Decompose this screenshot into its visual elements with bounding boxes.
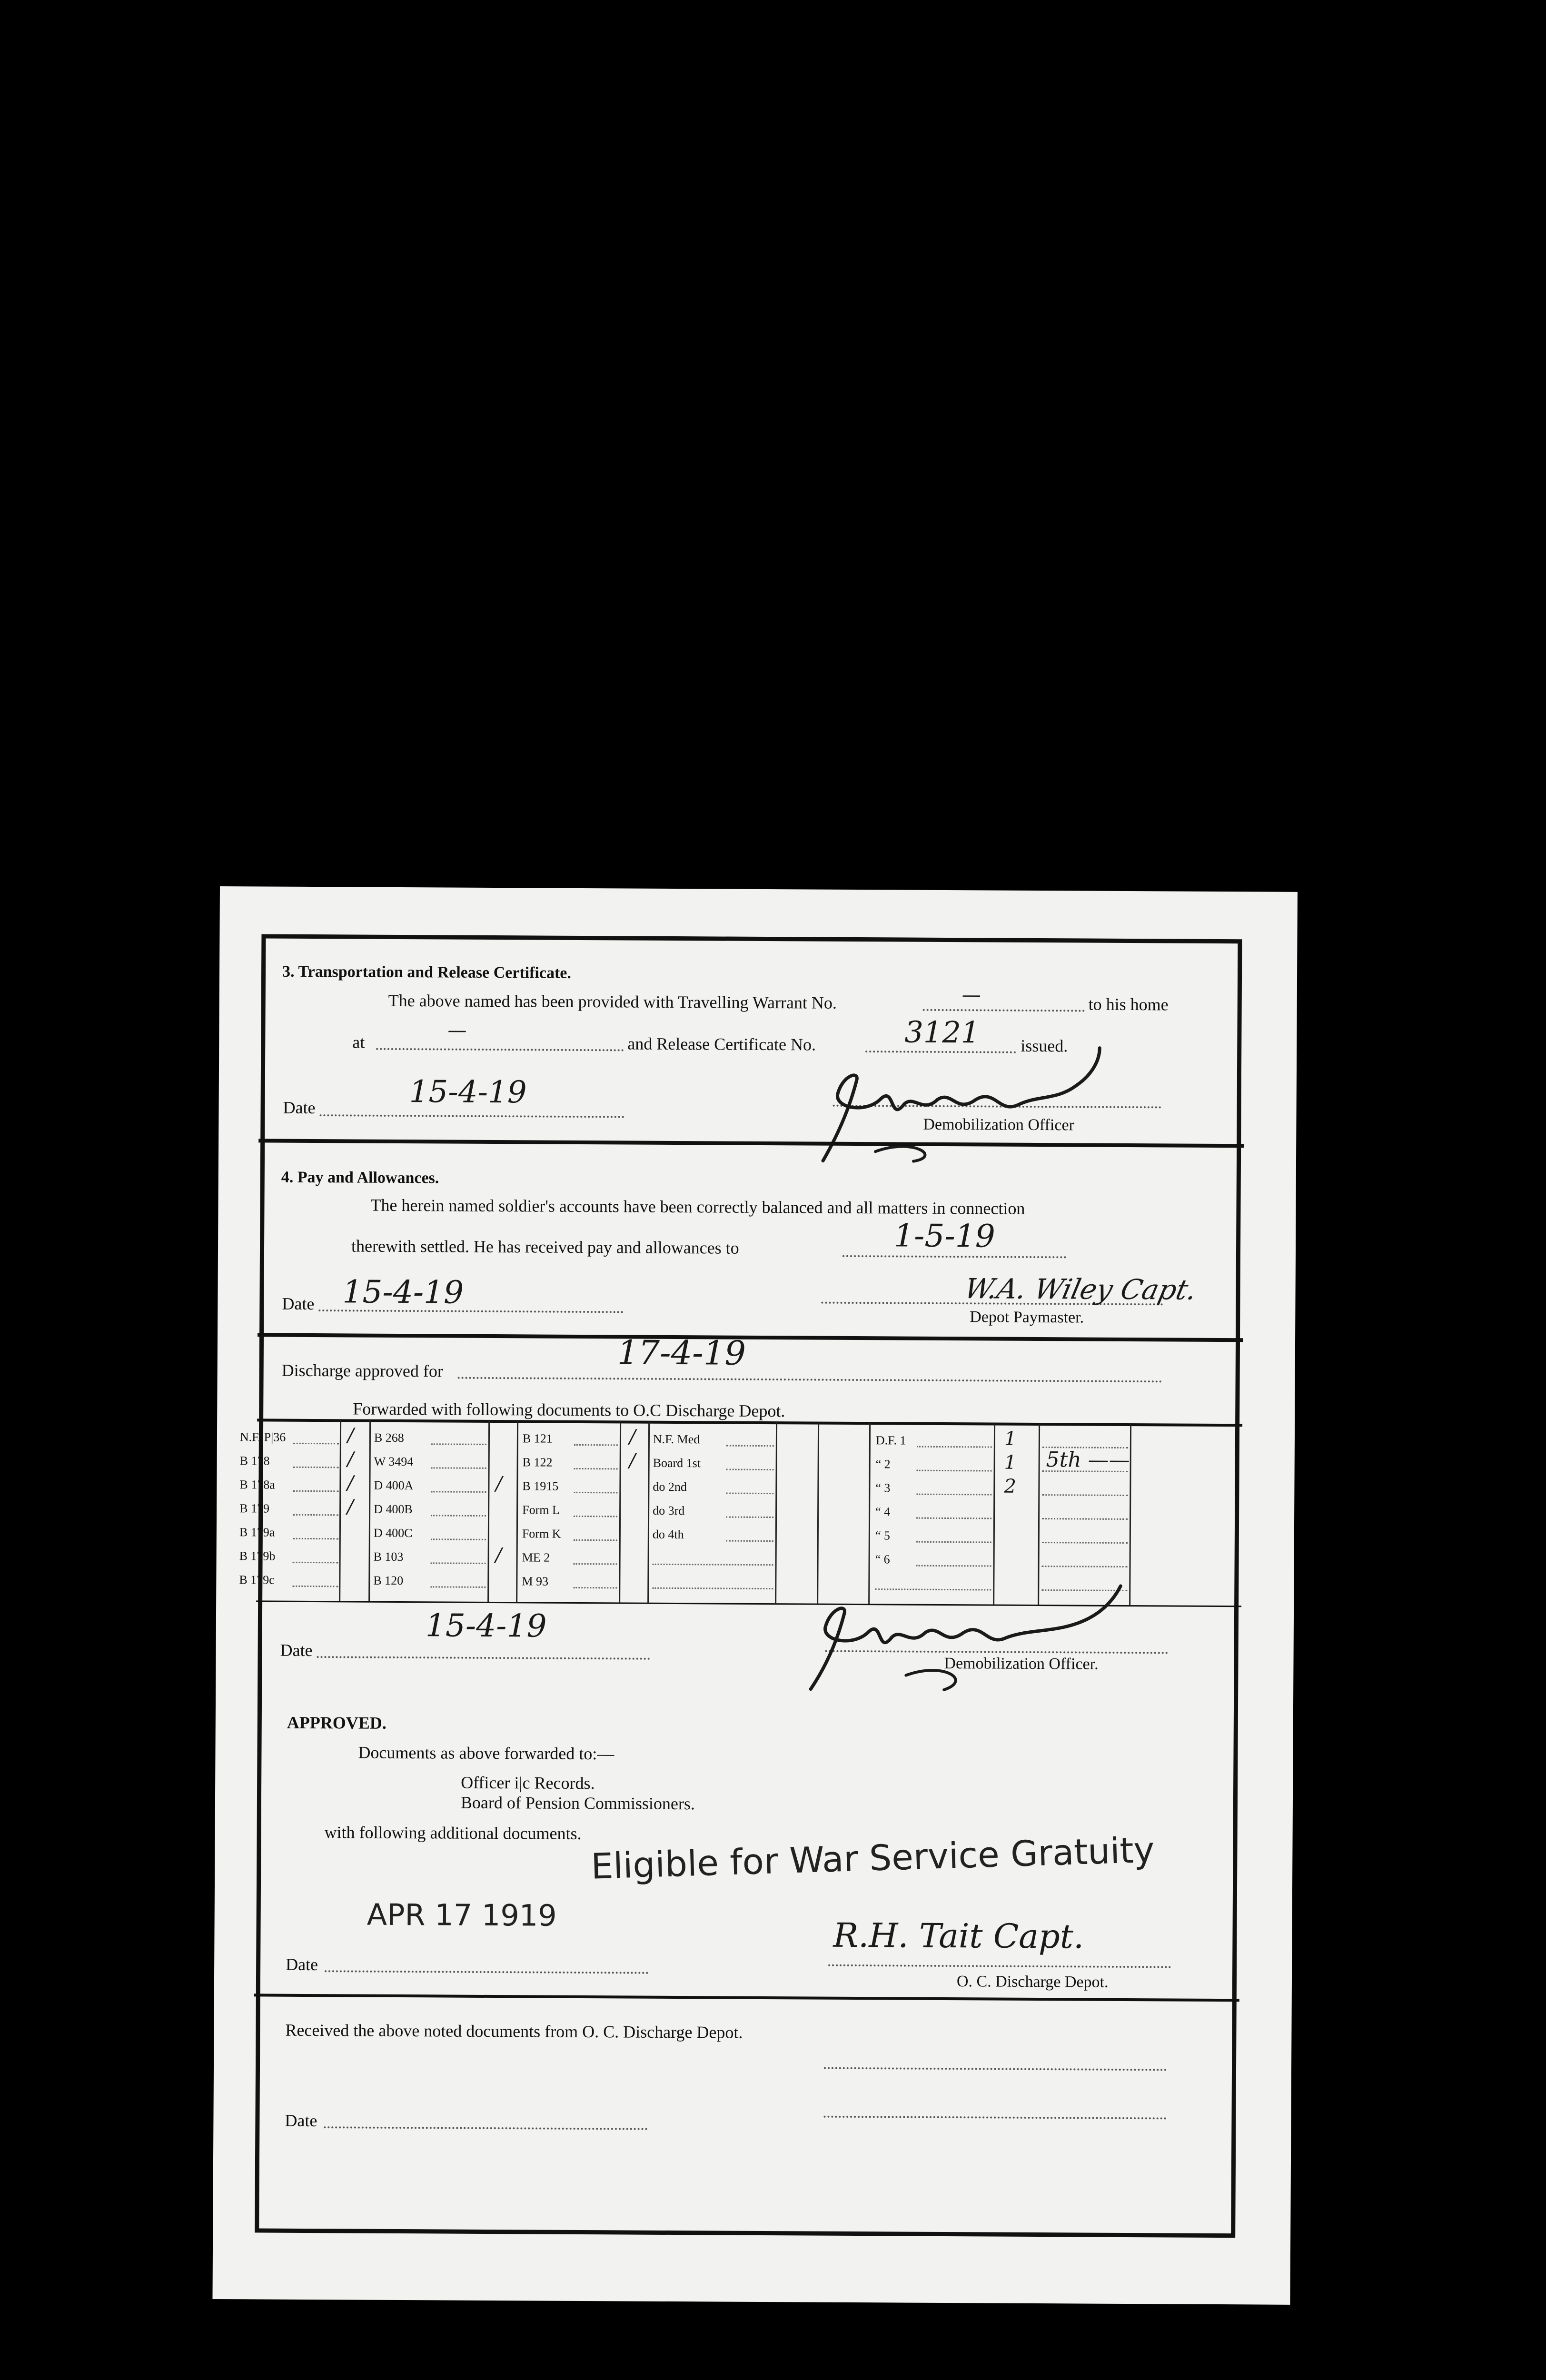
section3-line1b: to his home	[1088, 994, 1169, 1014]
document-tick-handwriting: /	[347, 1448, 354, 1470]
document-dots	[431, 1562, 486, 1564]
document-tick-handwriting: /	[347, 1496, 354, 1518]
document-dots	[293, 1514, 338, 1516]
document-code: B 179a	[239, 1525, 275, 1539]
document-dots	[431, 1538, 486, 1540]
document-tick-handwriting: 1	[1004, 1428, 1017, 1450]
document-dots	[574, 1516, 617, 1517]
approved-signer-title: O. C. Discharge Depot.	[956, 1973, 1109, 1991]
section4-date-handwriting: 15-4-19	[342, 1273, 464, 1311]
document-note-handwriting: 5th ——	[1046, 1448, 1130, 1473]
document-dots	[916, 1494, 991, 1496]
document-dots	[574, 1492, 617, 1493]
document-dots	[726, 1540, 773, 1542]
section3-line2b: and Release Certificate No.	[627, 1034, 816, 1054]
document-dots	[916, 1565, 991, 1567]
document-code: Form K	[522, 1527, 561, 1541]
document-tick-handwriting: /	[629, 1449, 636, 1472]
document-sheet	[212, 886, 1298, 2305]
grid-line	[647, 1422, 650, 1603]
demobilization-officer-signature-2	[763, 1575, 1173, 1696]
document-code: B 121	[522, 1431, 553, 1446]
document-dots	[293, 1562, 338, 1564]
document-dots	[431, 1515, 486, 1517]
section4-date-label: Date	[282, 1294, 315, 1314]
section3-at-label: at	[352, 1032, 365, 1052]
grid-line	[516, 1421, 518, 1602]
document-dots	[1042, 1518, 1128, 1520]
document-code: N.F. P|36	[239, 1430, 286, 1444]
certificate-no-handwriting: 3121	[904, 1014, 980, 1050]
document-dots	[574, 1444, 618, 1446]
document-code: B 178	[239, 1454, 270, 1468]
document-tick-handwriting: /	[347, 1472, 354, 1494]
document-code: B 179c	[239, 1573, 275, 1587]
document-code: B 103	[373, 1549, 404, 1564]
document-code: ME 2	[522, 1550, 550, 1565]
approved-line1: Documents as above forwarded to:—	[358, 1743, 614, 1764]
document-code: D 400C	[373, 1526, 413, 1540]
section3-line2c: issued.	[1021, 1036, 1068, 1056]
document-dots	[1042, 1566, 1128, 1567]
document-tick-handwriting: 2	[1004, 1475, 1016, 1497]
discharge-approved-handwriting: 17-4-19	[617, 1333, 746, 1373]
document-code: do 4th	[652, 1527, 684, 1542]
document-code: “ 5	[875, 1528, 891, 1543]
document-code: B 178a	[239, 1478, 275, 1492]
grid-line	[619, 1421, 621, 1602]
demobilization-officer-signature-1	[771, 1041, 1161, 1167]
document-code: B 120	[373, 1573, 404, 1588]
document-dots	[726, 1469, 774, 1471]
document-dots	[431, 1443, 486, 1445]
document-code: “ 4	[875, 1505, 891, 1519]
discharge-forwarded-text: Forwarded with following documents to O.C Discharge Depot.	[353, 1399, 785, 1421]
document-code: B 179b	[239, 1549, 276, 1563]
document-code: B 179	[239, 1501, 270, 1516]
document-dots	[917, 1470, 992, 1472]
paid-to-handwriting: 1-5-19	[893, 1217, 995, 1255]
warrant-no-handwriting: —	[961, 984, 981, 1006]
document-tick-handwriting: 1	[1004, 1451, 1017, 1474]
document-code: B 268	[374, 1430, 404, 1445]
section3-heading: 3. Transportation and Release Certificate.	[282, 962, 572, 982]
document-code: D.F. 1	[875, 1433, 906, 1448]
section4-signer-title: Depot Paymaster.	[970, 1308, 1084, 1327]
document-code: “ 2	[875, 1457, 891, 1471]
oc-discharge-depot-signature: R.H. Tait Capt.	[833, 1915, 1084, 1956]
depot-paymaster-signature: W.A. Wiley Capt.	[961, 1272, 1200, 1306]
document-dots	[292, 1586, 338, 1587]
document-code: N.F. Med	[653, 1432, 700, 1447]
document-dots	[574, 1468, 618, 1469]
document-dots	[574, 1539, 617, 1541]
document-dots	[430, 1586, 486, 1588]
document-code: do 2nd	[653, 1479, 687, 1494]
discharge-signer-title: Demobilization Officer.	[944, 1654, 1099, 1673]
document-dots	[916, 1541, 991, 1543]
document-dots	[652, 1587, 773, 1589]
discharge-date-label: Date	[280, 1640, 313, 1660]
grid-line	[487, 1421, 490, 1602]
document-dots	[916, 1517, 991, 1519]
section3-date-label: Date	[283, 1098, 316, 1118]
approved-date-label: Date	[286, 1954, 318, 1974]
section3-date-handwriting: 15-4-19	[409, 1074, 527, 1111]
document-dots	[431, 1491, 486, 1493]
approval-date-stamp: APR 17 1919	[367, 1897, 557, 1933]
document-code: D 400B	[374, 1502, 413, 1517]
document-code: B 122	[522, 1455, 553, 1469]
discharge-approved-label: Discharge approved for	[281, 1360, 443, 1381]
document-dots	[726, 1517, 773, 1518]
document-dots	[293, 1538, 338, 1540]
document-dots	[431, 1467, 486, 1469]
section4-line1: The herein named soldier's accounts have been correctly balanced and all matters in connection	[370, 1195, 1025, 1218]
approved-line3: Board of Pension Commissioners.	[460, 1793, 695, 1814]
approved-line4: with following additional documents.	[324, 1823, 582, 1844]
document-code: B 1915	[522, 1479, 559, 1493]
document-dots	[293, 1467, 339, 1468]
document-dots	[726, 1445, 774, 1447]
document-dots	[726, 1493, 773, 1495]
received-text: Received the above noted documents from O. C. Discharge Depot.	[285, 2020, 743, 2042]
document-tick-handwriting: /	[629, 1426, 636, 1448]
section4-line2: therewith settled. He has received pay and allowances to	[351, 1236, 739, 1258]
document-code: do 3rd	[653, 1503, 685, 1518]
war-service-gratuity-stamp: Eligible for War Service Gratuity	[590, 1829, 1155, 1887]
section4-heading: 4. Pay and Allowances.	[281, 1168, 439, 1187]
document-tick-handwriting: /	[347, 1424, 354, 1447]
document-code: Board 1st	[653, 1456, 701, 1470]
grid-line	[368, 1420, 371, 1601]
document-code: M 93	[522, 1574, 549, 1588]
document-dots	[917, 1446, 992, 1448]
document-tick-handwriting: /	[495, 1544, 502, 1567]
document-dots	[573, 1587, 617, 1588]
document-dots	[653, 1564, 773, 1566]
received-date-label: Date	[285, 2111, 317, 2131]
document-code: “ 6	[875, 1552, 890, 1567]
document-tick-handwriting: /	[496, 1473, 503, 1495]
approved-line2: Officer i|c Records.	[461, 1773, 595, 1793]
document-dots	[1042, 1542, 1128, 1544]
document-code: W 3494	[374, 1454, 414, 1469]
document-code: “ 3	[875, 1481, 891, 1495]
section3-signer-title: Demobilization Officer	[923, 1115, 1075, 1134]
document-dots	[293, 1443, 339, 1445]
at-handwriting: —	[447, 1019, 467, 1041]
section3-line1a: The above named has been provided with Travelling Warrant No.	[388, 991, 837, 1012]
discharge-date-handwriting: 15-4-19	[425, 1607, 547, 1645]
document-code: D 400A	[374, 1478, 414, 1493]
document-code: Form L	[522, 1503, 560, 1517]
approved-heading: APPROVED.	[287, 1713, 386, 1733]
document-dots	[1042, 1494, 1128, 1496]
document-dots	[293, 1490, 338, 1492]
document-dots	[574, 1563, 617, 1565]
grid-line	[339, 1420, 341, 1601]
